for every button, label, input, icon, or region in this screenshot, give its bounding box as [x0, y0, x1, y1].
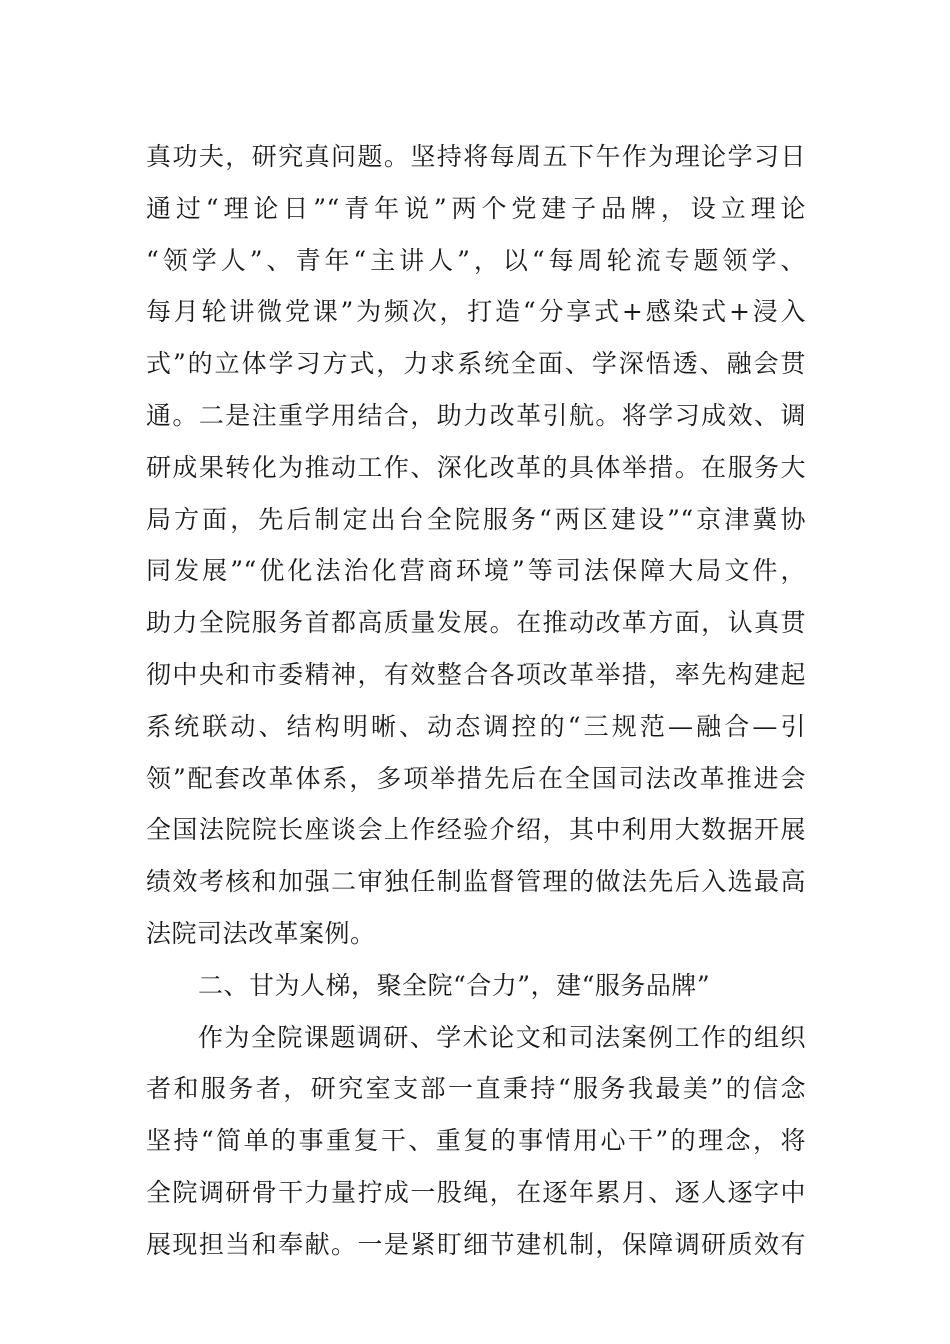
text-line: 通。二是注重学用结合，助力改革引航。将学习成效、调	[146, 400, 806, 430]
text-line: 每月轮讲微党课”为频次，打造“分享式+感染式+浸入	[146, 297, 806, 327]
text-line: 局方面，先后制定出台全院服务“两区建设”“京津冀协	[146, 504, 806, 534]
text-line: 同发展”“优化法治化营商环境”等司法保障大局文件，	[146, 556, 806, 586]
text-line: “领学人”、青年“主讲人”，以“每周轮流专题领学、	[146, 245, 806, 275]
document-body	[146, 131, 806, 1271]
section-heading: 二、甘为人梯，聚全院“合力”，建“服务品牌”	[198, 970, 711, 1000]
text-line: 式”的立体学习方式，力求系统全面、学深悟透、融会贯	[146, 349, 806, 379]
text-line: 全院调研骨干力量拧成一股绳，在逐年累月、逐人逐字中	[146, 1177, 806, 1207]
text-line: 研成果转化为推动工作、深化改革的具体举措。在服务大	[146, 452, 806, 482]
text-line: 系统联动、结构明晰、动态调控的“三规范—融合—引	[146, 711, 806, 741]
text-line: 者和服务者，研究室支部一直秉持“服务我最美”的信念	[146, 1074, 806, 1104]
text-line: 全国法院院长座谈会上作经验介绍，其中利用大数据开展	[146, 815, 806, 845]
text-line: 彻中央和市委精神，有效整合各项改革举措，率先构建起	[146, 659, 806, 689]
text-line: 真功夫，研究真问题。坚持将每周五下午作为理论学习日	[146, 142, 806, 171]
text-line: 法院司法改革案例。	[146, 918, 376, 948]
text-line: 通过“理论日”“青年说”两个党建子品牌，设立理论	[146, 193, 806, 223]
text-line: 展现担当和奉献。一是紧盯细节建机制，保障调研质效有	[146, 1229, 806, 1259]
text-line: 坚持“简单的事重复干、重复的事情用心干”的理念，将	[146, 1126, 806, 1156]
text-line: 领”配套改革体系，多项举措先后在全国司法改革推进会	[146, 763, 806, 793]
text-line: 助力全院服务首都高质量发展。在推动改革方面，认真贯	[146, 608, 806, 638]
text-line: 作为全院课题调研、学术论文和司法案例工作的组织	[198, 1022, 806, 1052]
text-line: 绩效考核和加强二审独任制监督管理的做法先后入选最高	[146, 867, 806, 897]
